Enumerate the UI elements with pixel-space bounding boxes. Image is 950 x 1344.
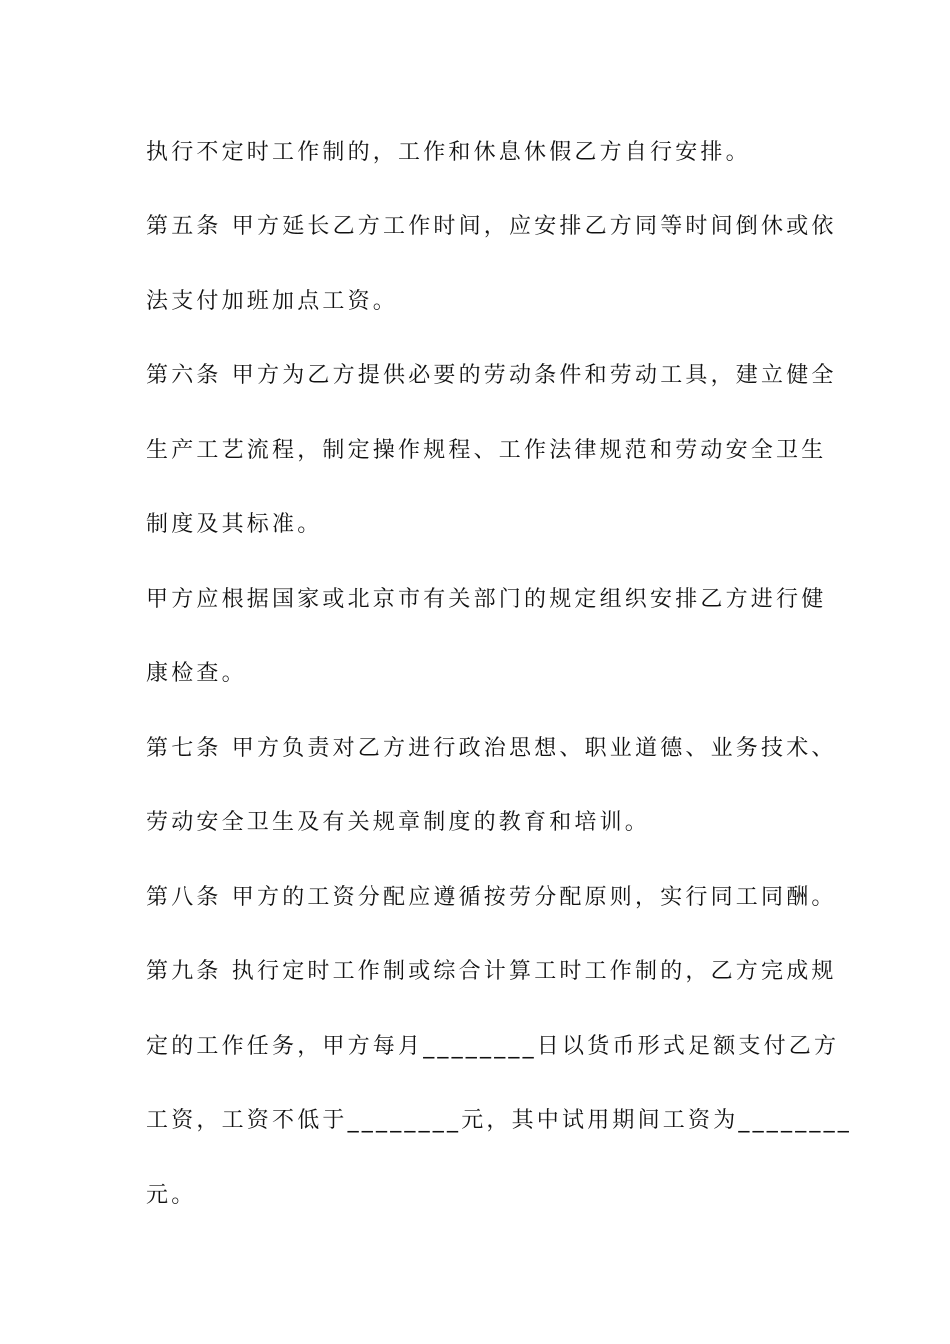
text-line: 元。 bbox=[146, 1183, 197, 1208]
text-line: 定的工作任务，甲方每月________日以货币形式足额支付乙方 bbox=[146, 1034, 840, 1059]
text-line: 制度及其标准。 bbox=[146, 512, 323, 537]
text-line: 第九条 执行定时工作制或综合计算工时工作制的，乙方完成规 bbox=[146, 959, 837, 984]
text-line: 执行不定时工作制的，工作和休息休假乙方自行安排。 bbox=[146, 140, 751, 165]
text-line: 甲方应根据国家或北京市有关部门的规定组织安排乙方进行健 bbox=[146, 587, 827, 612]
text-line: 康检查。 bbox=[146, 661, 247, 686]
text-line: 第八条 甲方的工资分配应遵循按劳分配原则，实行同工同酬。 bbox=[146, 885, 837, 910]
text-line: 第七条 甲方负责对乙方进行政治思想、职业道德、业务技术、 bbox=[146, 736, 837, 761]
text-line: 劳动安全卫生及有关规章制度的教育和培训。 bbox=[146, 810, 651, 835]
text-line: 法支付加班加点工资。 bbox=[146, 289, 399, 314]
text-line: 工资，工资不低于________元，其中试用期间工资为________ bbox=[146, 1108, 853, 1133]
text-line: 第六条 甲方为乙方提供必要的劳动条件和劳动工具，建立健全 bbox=[146, 363, 837, 388]
text-line: 生产工艺流程，制定操作规程、工作法律规范和劳动安全卫生 bbox=[146, 438, 827, 463]
text-line: 第五条 甲方延长乙方工作时间，应安排乙方同等时间倒休或依 bbox=[146, 214, 837, 239]
